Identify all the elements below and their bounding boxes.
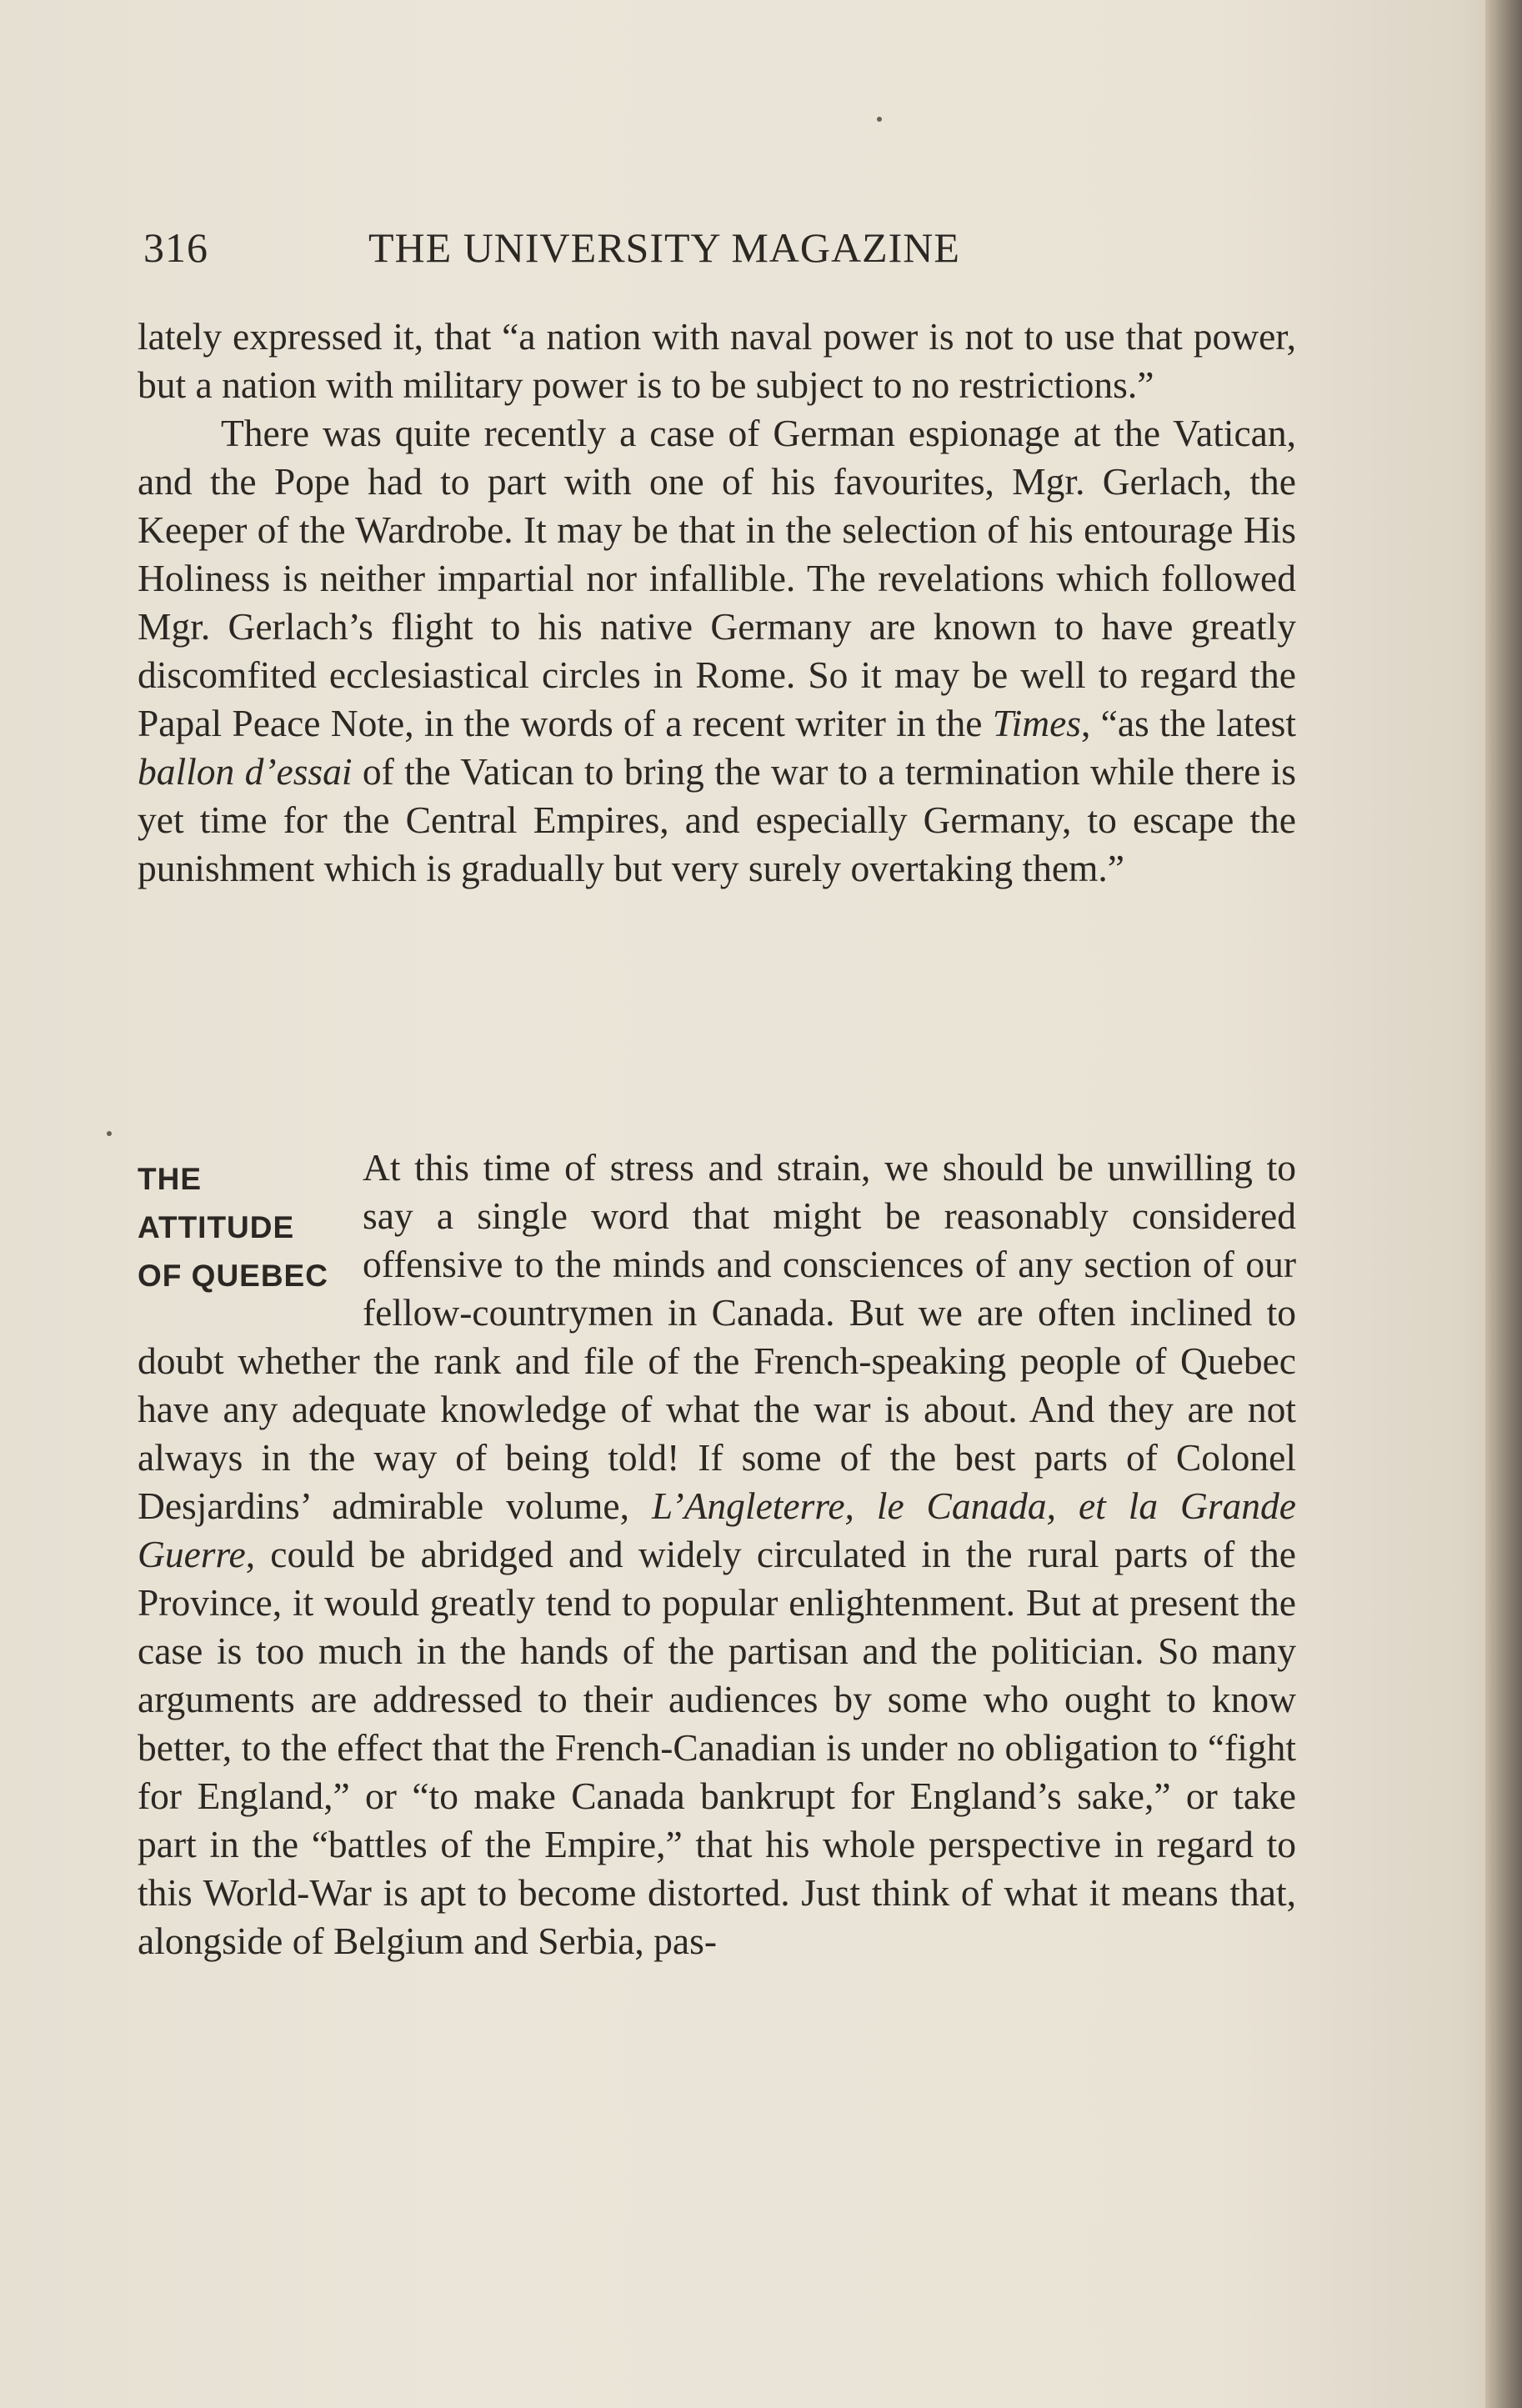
italic-book-title: L’Angleterre, le Canada, et la Grande Guerre xyxy=(138,1484,1297,1575)
paragraph-text: , could be abridged and widely circulated in the rural parts of the Province, it would greatly tend to popular enlightenment. But at present the case is too much in the hands of the partisan and the politician. So many arguments are addressed to their audiences by some who ought to know better, to the effect that the French-Canadian is under no obligation to “fight for England,” or “to make Canada bankrupt for England’s sake,” or take part in the “battles of the Empire,” that his whole perspective in regard to this World-War is apt to become distorted. Just think of what it means that, alongside of Belgium and Serbia, pas- xyxy=(138,1533,1296,1962)
page-gutter-shadow xyxy=(1485,0,1522,2408)
paper-speck xyxy=(107,1131,112,1136)
sidenote-line: OF QUEBEC xyxy=(138,1259,328,1293)
section-sidenote xyxy=(138,1155,363,1300)
paragraph-text: , “as the latest xyxy=(1080,702,1296,744)
page-header xyxy=(143,223,1010,282)
paragraph-vatican xyxy=(138,409,1296,893)
paper-speck xyxy=(877,117,882,122)
paragraph-continued: lately expressed it, that “a nation with naval power is not to use that power, but a nation with military power is to be subject to no restrictions.” xyxy=(138,315,1296,406)
sidenote-line: THE xyxy=(138,1162,202,1196)
sidenote-line: ATTITUDE xyxy=(138,1210,295,1244)
text-block-quebec xyxy=(138,1144,1296,1965)
text-block-top xyxy=(138,313,1296,893)
paragraph-text: of the Vatican to bring the war to a termination while there is yet time for the Central Empires, and especially Germany, to escape the punishment which is gradually but very surely overtaking them.” xyxy=(138,750,1297,889)
page-number: 316 xyxy=(143,224,208,271)
running-head: THE UNIVERSITY MAGAZINE xyxy=(368,224,960,271)
italic-times: Times xyxy=(992,702,1081,744)
italic-ballon-dessai: ballon d’essai xyxy=(138,750,353,793)
paragraph-text: At this time of stress and strain, we should be unwilling to say a single word that might be reasonably considered offensive to the minds and consciences of any section of our fellow-countrymen in Canada. But we are often inclined to doubt whether the rank and file of the French-speaking people of Quebec have any adequate knowledge of what the war is about. And they are not always in the way of being told! If some of the best parts of Colonel Desjardins’ admirable volume, xyxy=(138,1146,1296,1527)
paragraph-text: There was quite recently a case of German espionage at the Vatican, and the Pope had to part with one of his favourites, Mgr. Gerlach, the Keeper of the Wardrobe. It may be that in the selection of his entourage His Holiness is neither impartial nor infallible. The revelations which followed Mgr. Gerlach’s flight to his native Germany are known to have greatly discomfited ecclesiastical circles in Rome. So it may be well to regard the Papal Peace Note, in the words of a recent writer in the xyxy=(138,412,1296,744)
